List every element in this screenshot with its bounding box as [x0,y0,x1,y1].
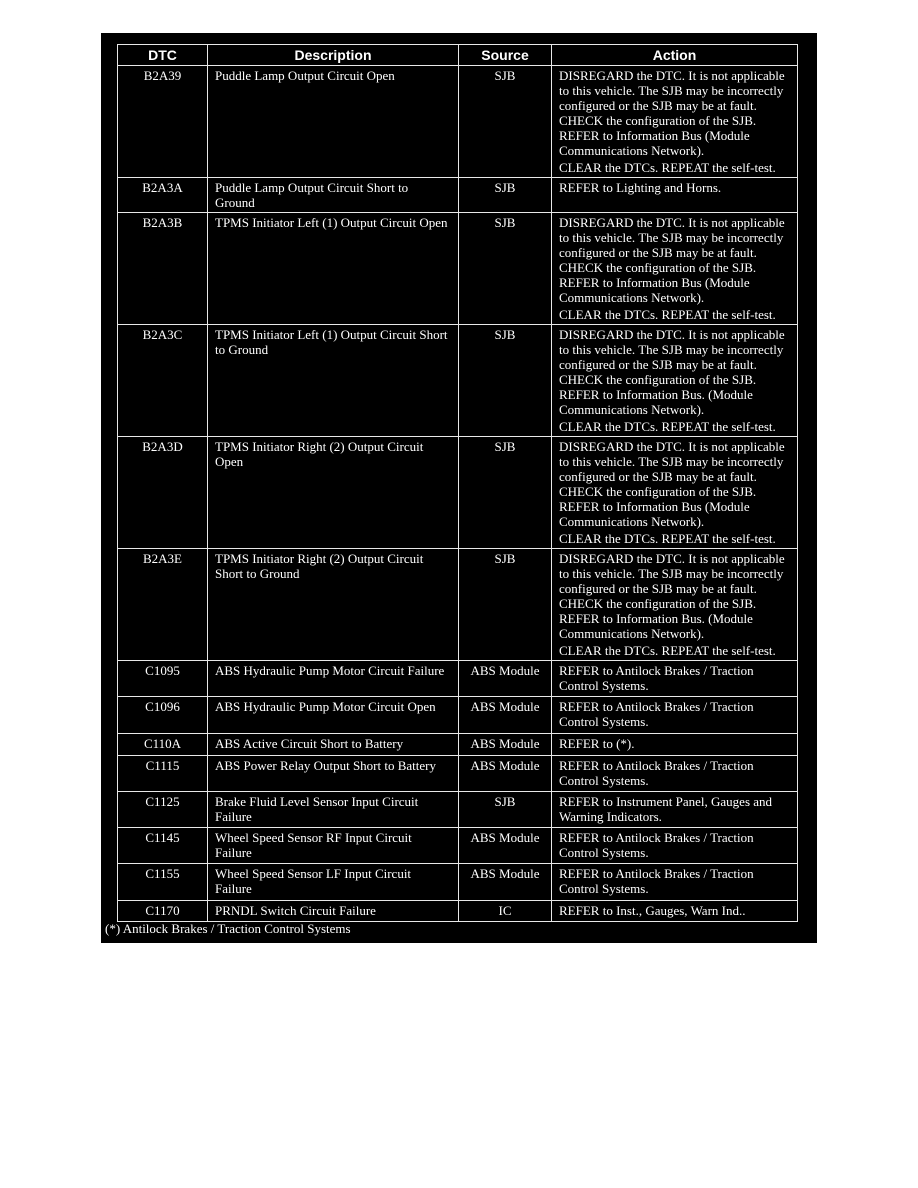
action-text: REFER to (*). [559,736,635,751]
source-cell: SJB [459,437,552,549]
action-text: REFER to Lighting and Horns. [559,180,722,195]
table-row [118,213,798,325]
action-text: DISREGARD the DTC. It is not applicable to this vehicle. The SJB may be incorrectly configured or the SJB may be at fault. CHECK the configuration of the SJB. REFER to Information Bus. (Module Communications Network). [559,327,785,417]
dtc-code-cell: B2A3E [118,549,208,661]
action-cell [552,325,798,437]
source-cell: ABS Module [459,864,552,901]
dtc-code-cell: C1115 [118,756,208,792]
description-cell: ABS Power Relay Output Short to Battery [208,756,459,792]
action-cell [552,828,798,864]
description-cell: ABS Hydraulic Pump Motor Circuit Failure [208,661,459,697]
header-dtc: DTC [118,45,208,66]
table-row [118,864,798,901]
dtc-code-cell: C1095 [118,661,208,697]
action-cell [552,864,798,901]
table-row [118,178,798,213]
description-cell: ABS Hydraulic Pump Motor Circuit Open [208,697,459,734]
dtc-code-cell: B2A3C [118,325,208,437]
description-cell: Wheel Speed Sensor RF Input Circuit Failure [208,828,459,864]
description-cell: TPMS Initiator Left (1) Output Circuit Open [208,213,459,325]
description-cell: ABS Active Circuit Short to Battery [208,734,459,756]
action-clear-text: CLEAR the DTCs. REPEAT the self-test. [559,160,776,175]
action-text: REFER to Antilock Brakes / Traction Control Systems. [559,663,754,693]
action-text: REFER to Instrument Panel, Gauges and Warning Indicators. [559,794,773,824]
source-cell: SJB [459,549,552,661]
action-cell [552,178,798,213]
description-cell: TPMS Initiator Left (1) Output Circuit Short to Ground [208,325,459,437]
action-text: REFER to Antilock Brakes / Traction Control Systems. [559,830,754,860]
source-cell: SJB [459,792,552,828]
description-cell: TPMS Initiator Right (2) Output Circuit Short to Ground [208,549,459,661]
action-cell [552,437,798,549]
table-row [118,697,798,734]
table-row [118,325,798,437]
description-cell: Puddle Lamp Output Circuit Open [208,66,459,178]
source-cell: ABS Module [459,828,552,864]
source-cell: ABS Module [459,734,552,756]
action-text: DISREGARD the DTC. It is not applicable to this vehicle. The SJB may be incorrectly configured or the SJB may be at fault. CHECK the configuration of the SJB. REFER to Information Bus (Module Communications Network). [559,215,785,305]
action-cell [552,734,798,756]
table-row [118,901,798,922]
table-row [118,734,798,756]
table-row [118,828,798,864]
table-header-row [118,45,798,66]
description-cell: PRNDL Switch Circuit Failure [208,901,459,922]
dtc-table [117,44,798,922]
action-text: DISREGARD the DTC. It is not applicable to this vehicle. The SJB may be incorrectly configured or the SJB may be at fault. CHECK the configuration of the SJB. REFER to Information Bus (Module Communications Network). [559,439,785,529]
table-row [118,66,798,178]
dtc-code-cell: B2A39 [118,66,208,178]
table-body [118,66,798,922]
action-clear-text: CLEAR the DTCs. REPEAT the self-test. [559,643,776,658]
dtc-code-cell: B2A3B [118,213,208,325]
source-cell: SJB [459,66,552,178]
action-cell [552,756,798,792]
source-cell: ABS Module [459,661,552,697]
dtc-code-cell: C1155 [118,864,208,901]
action-cell [552,661,798,697]
dtc-code-cell: C110A [118,734,208,756]
source-cell: IC [459,901,552,922]
action-text: REFER to Antilock Brakes / Traction Control Systems. [559,699,754,729]
action-text: REFER to Antilock Brakes / Traction Control Systems. [559,758,754,788]
action-text: DISREGARD the DTC. It is not applicable to this vehicle. The SJB may be incorrectly configured or the SJB may be at fault. CHECK the configuration of the SJB. REFER to Information Bus (Module Communications Network). [559,68,785,158]
header-description: Description [208,45,459,66]
action-clear-text: CLEAR the DTCs. REPEAT the self-test. [559,419,776,434]
table-row [118,792,798,828]
description-cell: Puddle Lamp Output Circuit Short to Ground [208,178,459,213]
dtc-code-cell: C1145 [118,828,208,864]
source-cell: SJB [459,213,552,325]
dtc-code-cell: B2A3D [118,437,208,549]
source-cell: SJB [459,325,552,437]
table-row [118,661,798,697]
dtc-code-cell: C1096 [118,697,208,734]
source-cell: ABS Module [459,697,552,734]
action-cell [552,792,798,828]
table-row [118,756,798,792]
action-clear-text: CLEAR the DTCs. REPEAT the self-test. [559,307,776,322]
table-row [118,437,798,549]
dtc-code-cell: C1170 [118,901,208,922]
action-text: REFER to Inst., Gauges, Warn Ind.. [559,903,746,918]
document-page [101,33,817,943]
action-cell [552,697,798,734]
action-text: DISREGARD the DTC. It is not applicable to this vehicle. The SJB may be incorrectly configured or the SJB may be at fault. CHECK the configuration of the SJB. REFER to Information Bus. (Module Communications Network). [559,551,785,641]
description-cell: Wheel Speed Sensor LF Input Circuit Failure [208,864,459,901]
action-text: REFER to Antilock Brakes / Traction Control Systems. [559,866,754,896]
action-cell [552,549,798,661]
description-cell: Brake Fluid Level Sensor Input Circuit Failure [208,792,459,828]
header-action: Action [552,45,798,66]
source-cell: SJB [459,178,552,213]
description-cell: TPMS Initiator Right (2) Output Circuit Open [208,437,459,549]
action-cell [552,213,798,325]
footnote: (*) Antilock Brakes / Traction Control Systems [105,921,351,936]
header-source: Source [459,45,552,66]
table-row [118,549,798,661]
dtc-code-cell: B2A3A [118,178,208,213]
action-clear-text: CLEAR the DTCs. REPEAT the self-test. [559,531,776,546]
dtc-code-cell: C1125 [118,792,208,828]
source-cell: ABS Module [459,756,552,792]
action-cell [552,901,798,922]
action-cell [552,66,798,178]
